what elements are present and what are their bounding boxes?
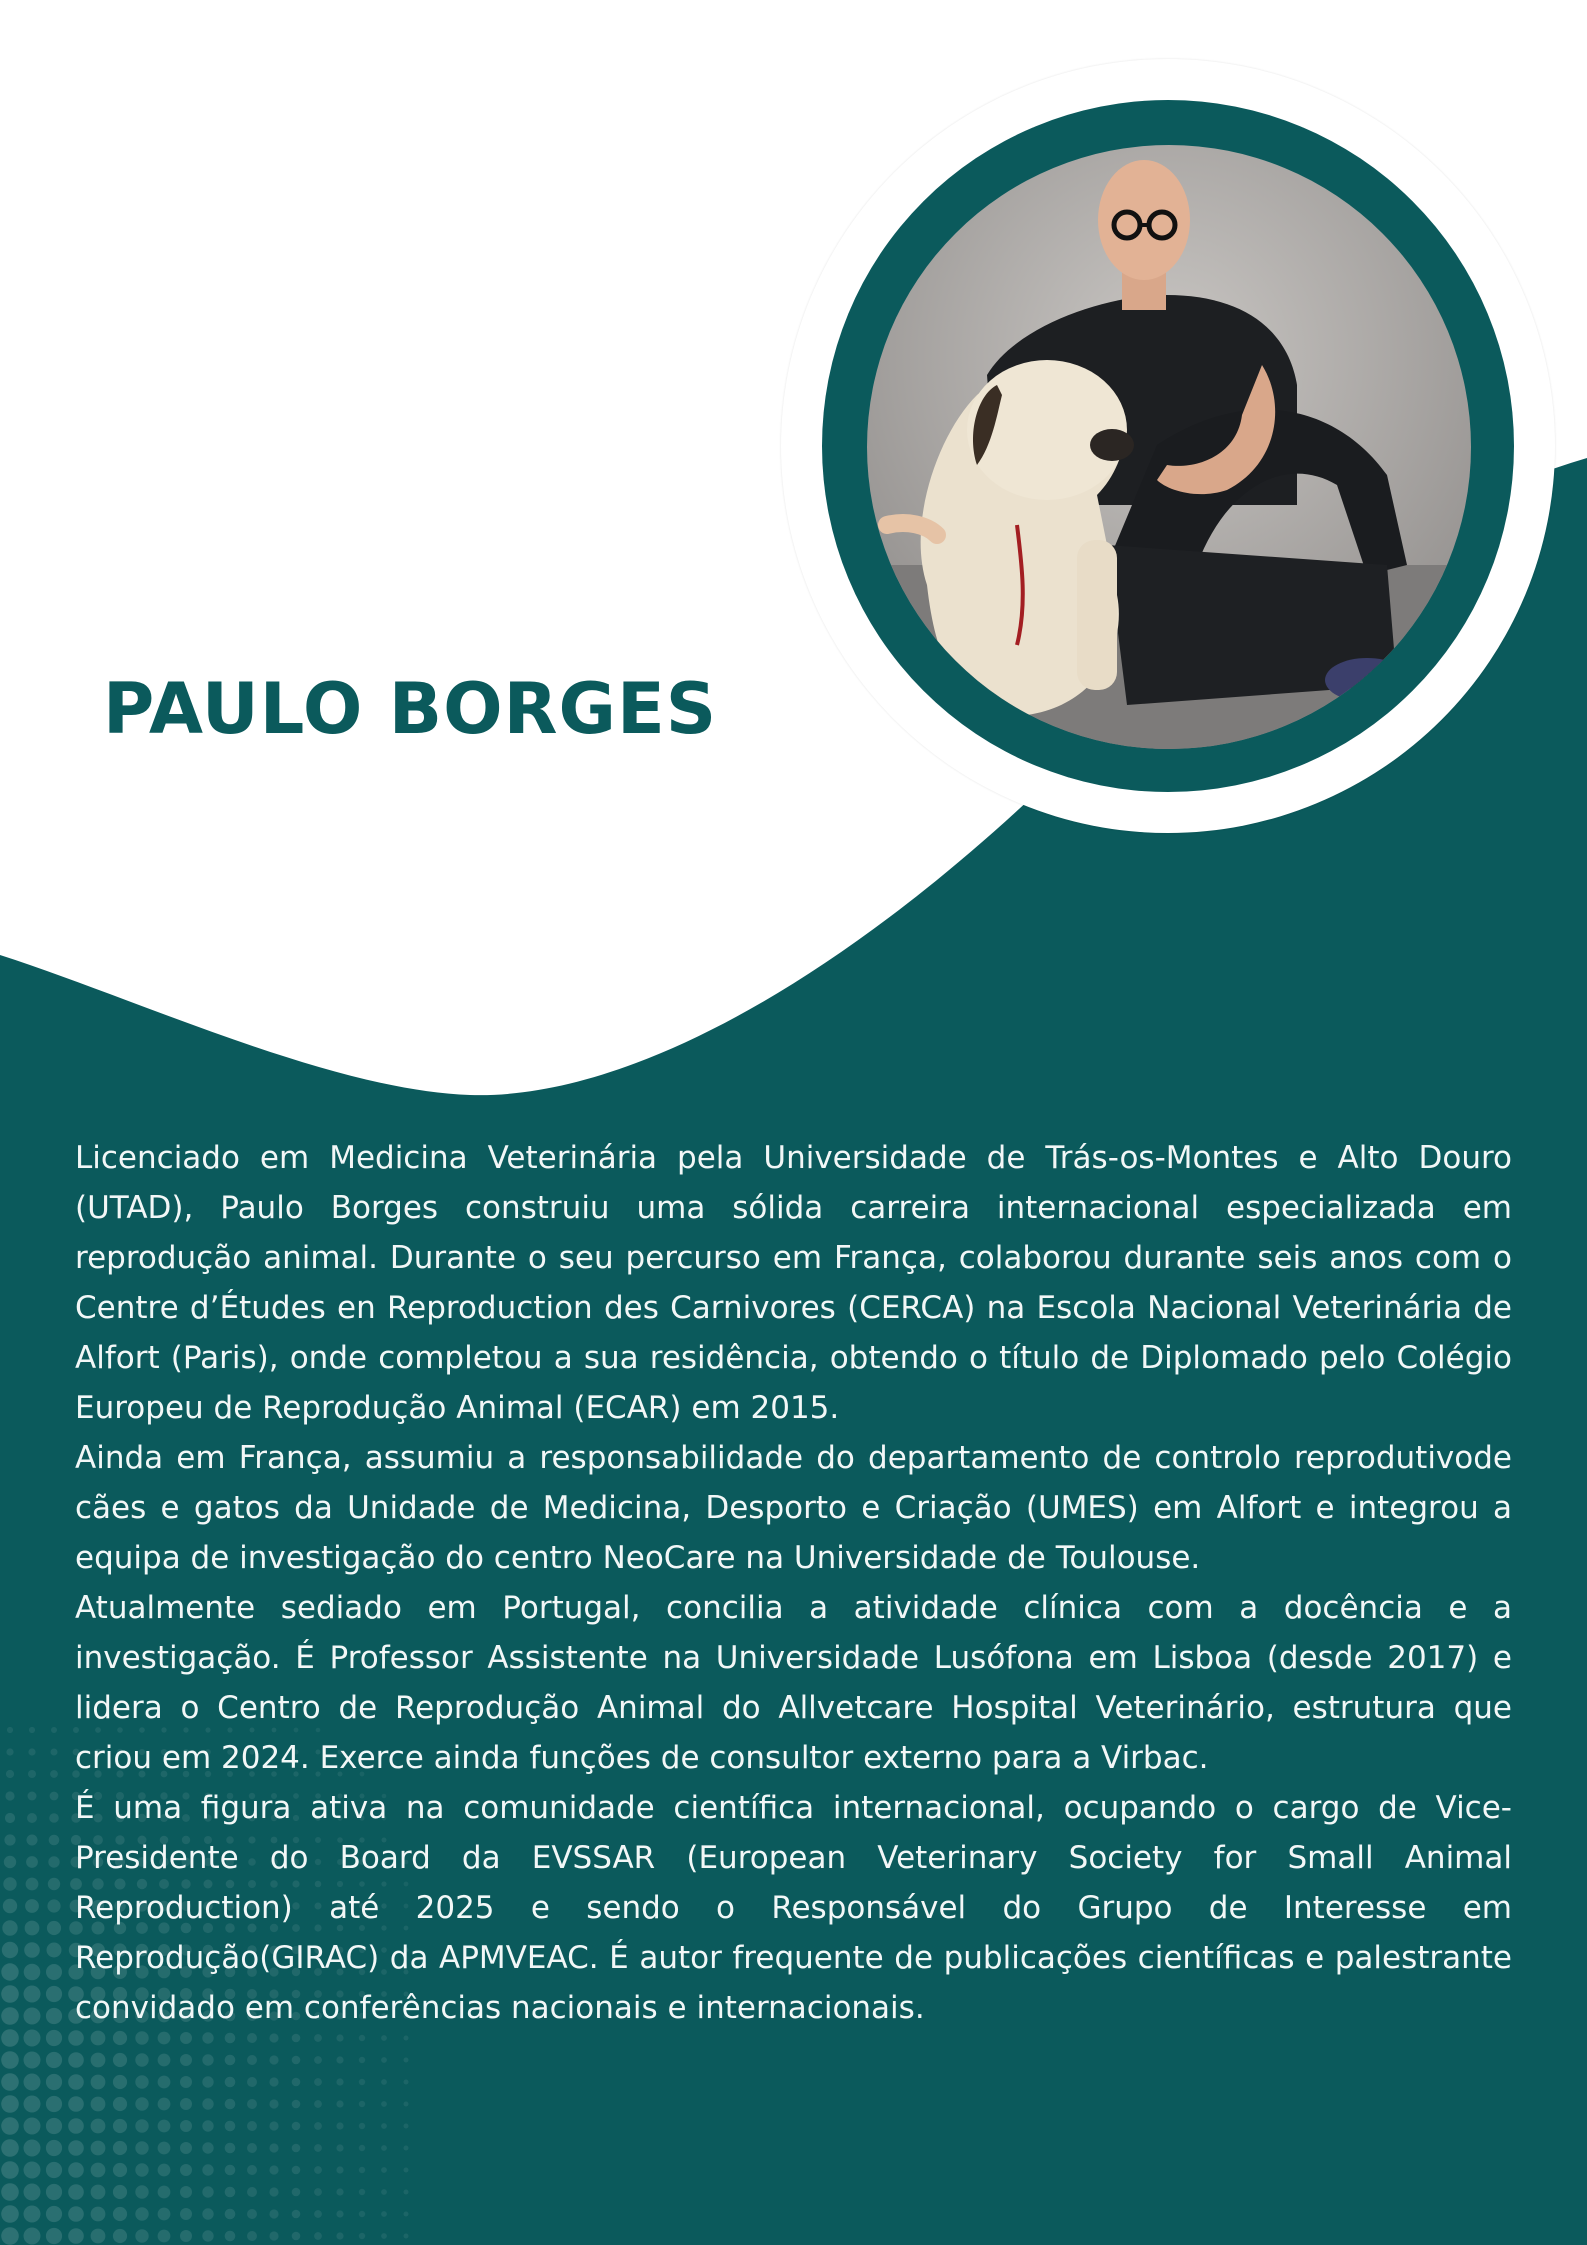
halftone-dot xyxy=(314,2122,322,2130)
halftone-dot xyxy=(292,2122,301,2131)
halftone-dot xyxy=(180,2054,192,2066)
halftone-dot xyxy=(68,2096,84,2112)
halftone-dot xyxy=(135,2119,148,2132)
halftone-dot xyxy=(381,2189,387,2195)
halftone-dot xyxy=(225,2099,236,2110)
halftone-dot xyxy=(135,2097,148,2110)
halftone-dot xyxy=(180,2208,192,2220)
halftone-dot xyxy=(158,2208,171,2221)
halftone-dot xyxy=(314,2188,322,2196)
halftone-dot xyxy=(269,2077,278,2086)
halftone-dot xyxy=(50,1792,59,1801)
halftone-dot xyxy=(180,2164,192,2176)
halftone-dot xyxy=(404,2080,409,2085)
halftone-dot xyxy=(113,2185,127,2199)
halftone-dot xyxy=(1,2183,19,2201)
halftone-dot xyxy=(359,2167,365,2173)
halftone-dot xyxy=(46,2096,62,2112)
halftone-dot xyxy=(135,2163,148,2176)
halftone-dot xyxy=(359,2057,365,2063)
halftone-dot xyxy=(24,2052,41,2069)
halftone-dot xyxy=(247,2099,257,2109)
bio-paragraph: Atualmente sediado em Portugal, concilia a atividade clínica com a docência e a investigação. É Professor Assistente na Universidade Lusófona em Lisboa (desde 2017) e lidera o Centro de Reprodução Animal do Allvetcare Hospital Veterinário, estrutura que criou em 2024. Exerce ainda funções de consultor externo para a Virbac. xyxy=(75,1590,1512,1776)
halftone-dot xyxy=(225,2209,236,2220)
halftone-dot xyxy=(247,2143,257,2153)
biography xyxy=(75,1133,1512,2033)
halftone-dot xyxy=(292,2034,301,2043)
halftone-dot xyxy=(314,2056,322,2064)
halftone-dot xyxy=(336,2166,343,2173)
halftone-dot xyxy=(359,2145,365,2151)
halftone-dot xyxy=(180,2032,192,2044)
halftone-dot xyxy=(404,2146,409,2151)
halftone-dot xyxy=(269,2033,278,2042)
halftone-dot xyxy=(336,2078,343,2085)
halftone-dot xyxy=(2,1920,17,1935)
halftone-dot xyxy=(404,2058,409,2063)
halftone-dot xyxy=(381,2057,387,2063)
halftone-dot xyxy=(202,2054,213,2065)
halftone-dot xyxy=(27,1835,38,1846)
halftone-dot xyxy=(381,2233,387,2239)
halftone-dot xyxy=(6,1748,13,1755)
halftone-dot xyxy=(381,2101,387,2107)
halftone-dot xyxy=(47,1943,62,1958)
halftone-dot xyxy=(336,2188,343,2195)
halftone-dot xyxy=(29,1727,35,1733)
halftone-dot xyxy=(202,2032,213,2043)
halftone-dot xyxy=(404,2212,409,2217)
halftone-dot xyxy=(28,1748,35,1755)
halftone-dot xyxy=(24,2228,41,2245)
halftone-dot xyxy=(1,1963,18,1980)
halftone-dot xyxy=(50,1770,58,1778)
halftone-dot xyxy=(269,2099,278,2108)
halftone-dot xyxy=(359,2233,365,2239)
halftone-dot xyxy=(46,2118,62,2134)
halftone-dot xyxy=(113,2163,127,2177)
halftone-dot xyxy=(180,2098,192,2110)
halftone-dot xyxy=(158,2230,171,2243)
halftone-dot xyxy=(113,2207,127,2221)
halftone-dot xyxy=(225,2143,236,2154)
halftone-dot xyxy=(314,2144,322,2152)
halftone-dot xyxy=(247,2209,257,2219)
halftone-dot xyxy=(336,2100,343,2107)
halftone-dot xyxy=(24,1964,41,1981)
halftone-dot xyxy=(1,2227,19,2245)
halftone-dot xyxy=(26,1856,38,1868)
halftone-dot xyxy=(202,2076,213,2087)
halftone-dot xyxy=(1,2095,19,2113)
halftone-dot xyxy=(1,2007,19,2025)
halftone-dot xyxy=(1,1985,19,2003)
halftone-dot xyxy=(113,2119,127,2133)
halftone-dot xyxy=(1,2205,19,2223)
halftone-dot xyxy=(269,2231,278,2240)
halftone-dot xyxy=(202,2186,213,2197)
halftone-dot xyxy=(68,2184,84,2200)
halftone-dot xyxy=(46,2052,62,2068)
halftone-dot xyxy=(336,2232,343,2239)
halftone-dot xyxy=(5,1791,14,1800)
halftone-dot xyxy=(202,2208,213,2219)
halftone-dot xyxy=(4,1856,16,1868)
halftone-dot xyxy=(359,2079,365,2085)
halftone-dot xyxy=(247,2055,257,2065)
halftone-dot xyxy=(113,2229,127,2243)
halftone-dot xyxy=(158,2076,171,2089)
halftone-dot xyxy=(24,2008,41,2025)
halftone-dot xyxy=(336,2210,343,2217)
halftone-dot xyxy=(51,1749,58,1756)
halftone-dot xyxy=(336,2144,343,2151)
halftone-dot xyxy=(46,2140,62,2156)
halftone-dot xyxy=(135,2229,148,2242)
halftone-dot xyxy=(314,2232,322,2240)
halftone-dot xyxy=(68,2074,84,2090)
halftone-dot xyxy=(247,2033,257,2043)
halftone-dot xyxy=(225,2055,236,2066)
halftone-dot xyxy=(46,2228,62,2244)
halftone-dot xyxy=(1,2117,19,2135)
bio-paragraph: Licenciado em Medicina Veterinária pela Universidade de Trás-os-Montes e Alto Douro (UTAD), Paulo Borges construiu uma sólida carreira internacional especializada em reprodução animal. Durante o seu percurso em França, colaborou durante seis anos com o Centre d’Études en Reproduction des Carnivores (CERCA) na Escola Nacional Veterinária de Alfort (Paris), onde completou a sua residência, obtendo o título de Diplomado pelo Colégio Europeu de Reprodução Animal (ECAR) em 2015. xyxy=(75,1140,1512,1426)
halftone-dot xyxy=(314,2100,322,2108)
halftone-dot xyxy=(91,2097,106,2112)
halftone-dot xyxy=(91,2119,106,2134)
halftone-dot xyxy=(381,2123,387,2129)
halftone-dot xyxy=(28,1770,36,1778)
halftone-dot xyxy=(314,2034,322,2042)
halftone-dot xyxy=(113,2075,127,2089)
halftone-dot xyxy=(68,2228,84,2244)
halftone-dot xyxy=(113,2053,127,2067)
halftone-dot xyxy=(269,2055,278,2064)
halftone-dot xyxy=(404,2234,409,2239)
halftone-dot xyxy=(269,2187,278,2196)
halftone-dot xyxy=(68,2162,84,2178)
halftone-dot xyxy=(336,2122,343,2129)
halftone-dot xyxy=(91,2207,106,2222)
halftone-dot xyxy=(7,1727,13,1733)
halftone-dot xyxy=(202,2164,213,2175)
halftone-dot xyxy=(1,2029,19,2047)
halftone-dot xyxy=(158,2054,171,2067)
halftone-dot xyxy=(247,2187,257,2197)
halftone-dot xyxy=(292,2188,301,2197)
halftone-dot xyxy=(292,2166,301,2175)
halftone-dot xyxy=(24,2140,41,2157)
halftone-dot xyxy=(46,2074,62,2090)
bio-paragraph: É uma figura ativa na comunidade científica internacional, ocupando o cargo de Vice-Presidente do Board da EVSSAR (European Veterinary Society for Small Animal Reproduction) até 2025 e sendo o Responsável do Grupo de Interesse em Reprodução(GIRAC) da APMVEAC. É autor frequente de publicações científicas e palestrante convidado em conferências nacionais e internacionais. xyxy=(75,1790,1512,2026)
halftone-dot xyxy=(27,1813,37,1823)
halftone-dot xyxy=(135,2031,148,2044)
halftone-dot xyxy=(4,1834,15,1845)
halftone-dot xyxy=(24,2074,41,2091)
halftone-dot xyxy=(158,2032,171,2045)
halftone-dot xyxy=(225,2231,236,2242)
halftone-dot xyxy=(51,1727,57,1733)
halftone-dot xyxy=(314,2210,322,2218)
halftone-dot xyxy=(314,2078,322,2086)
halftone-dot xyxy=(202,2120,213,2131)
halftone-dot xyxy=(28,1792,37,1801)
halftone-dot xyxy=(1,2139,19,2157)
halftone-dot xyxy=(46,2184,62,2200)
halftone-dot xyxy=(47,1899,60,1912)
halftone-dot xyxy=(3,1877,16,1890)
halftone-dot xyxy=(180,2076,192,2088)
halftone-dot xyxy=(46,2030,62,2046)
halftone-dot xyxy=(247,2231,257,2241)
halftone-dot xyxy=(6,1770,14,1778)
halftone-dot xyxy=(225,2121,236,2132)
halftone-dot xyxy=(24,2118,41,2135)
halftone-dot xyxy=(24,2096,41,2113)
halftone-dot xyxy=(25,1899,39,1913)
person-name: PAULO BORGES xyxy=(103,668,718,750)
halftone-dot xyxy=(135,2075,148,2088)
halftone-dot xyxy=(180,2142,192,2154)
halftone-dot xyxy=(225,2187,236,2198)
halftone-dot xyxy=(91,2075,106,2090)
halftone-dot xyxy=(404,2102,409,2107)
halftone-dot xyxy=(336,2056,343,2063)
halftone-dot xyxy=(24,1942,40,1958)
halftone-dot xyxy=(202,2142,213,2153)
halftone-dot xyxy=(180,2120,192,2132)
halftone-dot xyxy=(24,2206,41,2223)
halftone-dot xyxy=(46,2206,62,2222)
halftone-dot xyxy=(381,2079,387,2085)
halftone-dot xyxy=(24,2030,41,2047)
halftone-dot xyxy=(292,2210,301,2219)
halftone-dot xyxy=(404,2190,409,2195)
halftone-dot xyxy=(359,2123,365,2129)
halftone-dot xyxy=(359,2189,365,2195)
halftone-dot xyxy=(48,1878,60,1890)
halftone-dot xyxy=(158,2142,171,2155)
halftone-dot xyxy=(404,2168,409,2173)
halftone-dot xyxy=(381,2035,387,2041)
halftone-dot xyxy=(202,2230,213,2241)
halftone-dot xyxy=(1,2051,19,2069)
halftone-dot xyxy=(359,2035,365,2041)
halftone-dot xyxy=(135,2185,148,2198)
halftone-dot xyxy=(49,1813,59,1823)
halftone-dot xyxy=(5,1813,15,1823)
halftone-dot xyxy=(91,2141,106,2156)
halftone-dot xyxy=(269,2143,278,2152)
halftone-dot xyxy=(48,1856,59,1867)
halftone-dot xyxy=(225,2077,236,2088)
halftone-dot xyxy=(381,2145,387,2151)
halftone-dot xyxy=(91,2229,106,2244)
halftone-dot xyxy=(91,2163,106,2178)
halftone-dot xyxy=(68,2052,84,2068)
halftone-dot xyxy=(225,2165,236,2176)
halftone-dot xyxy=(47,1921,61,1935)
halftone-dot xyxy=(113,2031,127,2045)
halftone-dot xyxy=(180,2186,192,2198)
halftone-dot xyxy=(135,2141,148,2154)
bio-paragraph: Ainda em França, assumiu a responsabilidade do departamento de controlo reprodutivode cães e gatos da Unidade de Medicina, Desporto e Criação (UMES) em Alfort e integrou a equipa de investigação do centro NeoCare na Universidade de Toulouse. xyxy=(75,1440,1512,1576)
halftone-dot xyxy=(247,2165,257,2175)
halftone-dot xyxy=(68,2118,84,2134)
halftone-dot xyxy=(404,2036,409,2041)
halftone-dot xyxy=(359,2101,365,2107)
halftone-dot xyxy=(24,2184,41,2201)
halftone-dot xyxy=(91,2053,106,2068)
halftone-dot xyxy=(404,2124,409,2129)
halftone-dot xyxy=(292,2100,301,2109)
halftone-dot xyxy=(24,2162,41,2179)
halftone-dot xyxy=(292,2144,301,2153)
halftone-dot xyxy=(46,2008,62,2024)
halftone-dot xyxy=(247,2077,257,2087)
halftone-dot xyxy=(91,2185,106,2200)
halftone-dot xyxy=(46,1986,62,2002)
halftone-dot xyxy=(269,2121,278,2130)
halftone-dot xyxy=(135,2207,148,2220)
halftone-dot xyxy=(158,2164,171,2177)
halftone-dot xyxy=(381,2211,387,2217)
halftone-dot xyxy=(49,1835,60,1846)
halftone-dot xyxy=(26,1878,39,1891)
halftone-dot xyxy=(180,2230,192,2242)
halftone-dot xyxy=(202,2098,213,2109)
halftone-dot xyxy=(292,2078,301,2087)
profile-photo xyxy=(867,145,1471,749)
halftone-dot xyxy=(292,2232,301,2241)
halftone-dot xyxy=(158,2120,171,2133)
halftone-dot xyxy=(68,2206,84,2222)
halftone-dot xyxy=(25,1921,40,1936)
halftone-dot xyxy=(314,2166,322,2174)
halftone-dot xyxy=(46,2162,62,2178)
halftone-dot xyxy=(1,2161,19,2179)
halftone-dot xyxy=(3,1899,17,1913)
halftone-dot xyxy=(1,2073,19,2091)
halftone-dot xyxy=(158,2186,171,2199)
halftone-dot xyxy=(2,1942,18,1958)
halftone-dot xyxy=(247,2121,257,2131)
halftone-dot xyxy=(158,2098,171,2111)
halftone-dot xyxy=(359,2211,365,2217)
halftone-dot xyxy=(225,2033,236,2044)
halftone-dot xyxy=(381,2167,387,2173)
halftone-dot xyxy=(24,1986,41,2003)
halftone-dot xyxy=(292,2056,301,2065)
halftone-dot xyxy=(135,2053,148,2066)
halftone-dot xyxy=(68,2140,84,2156)
halftone-dot xyxy=(113,2097,127,2111)
halftone-dot xyxy=(269,2165,278,2174)
halftone-dot xyxy=(46,1964,62,1980)
halftone-dot xyxy=(113,2141,127,2155)
halftone-dot xyxy=(269,2209,278,2218)
man-with-dog-photo xyxy=(867,145,1471,749)
halftone-dot xyxy=(336,2034,343,2041)
